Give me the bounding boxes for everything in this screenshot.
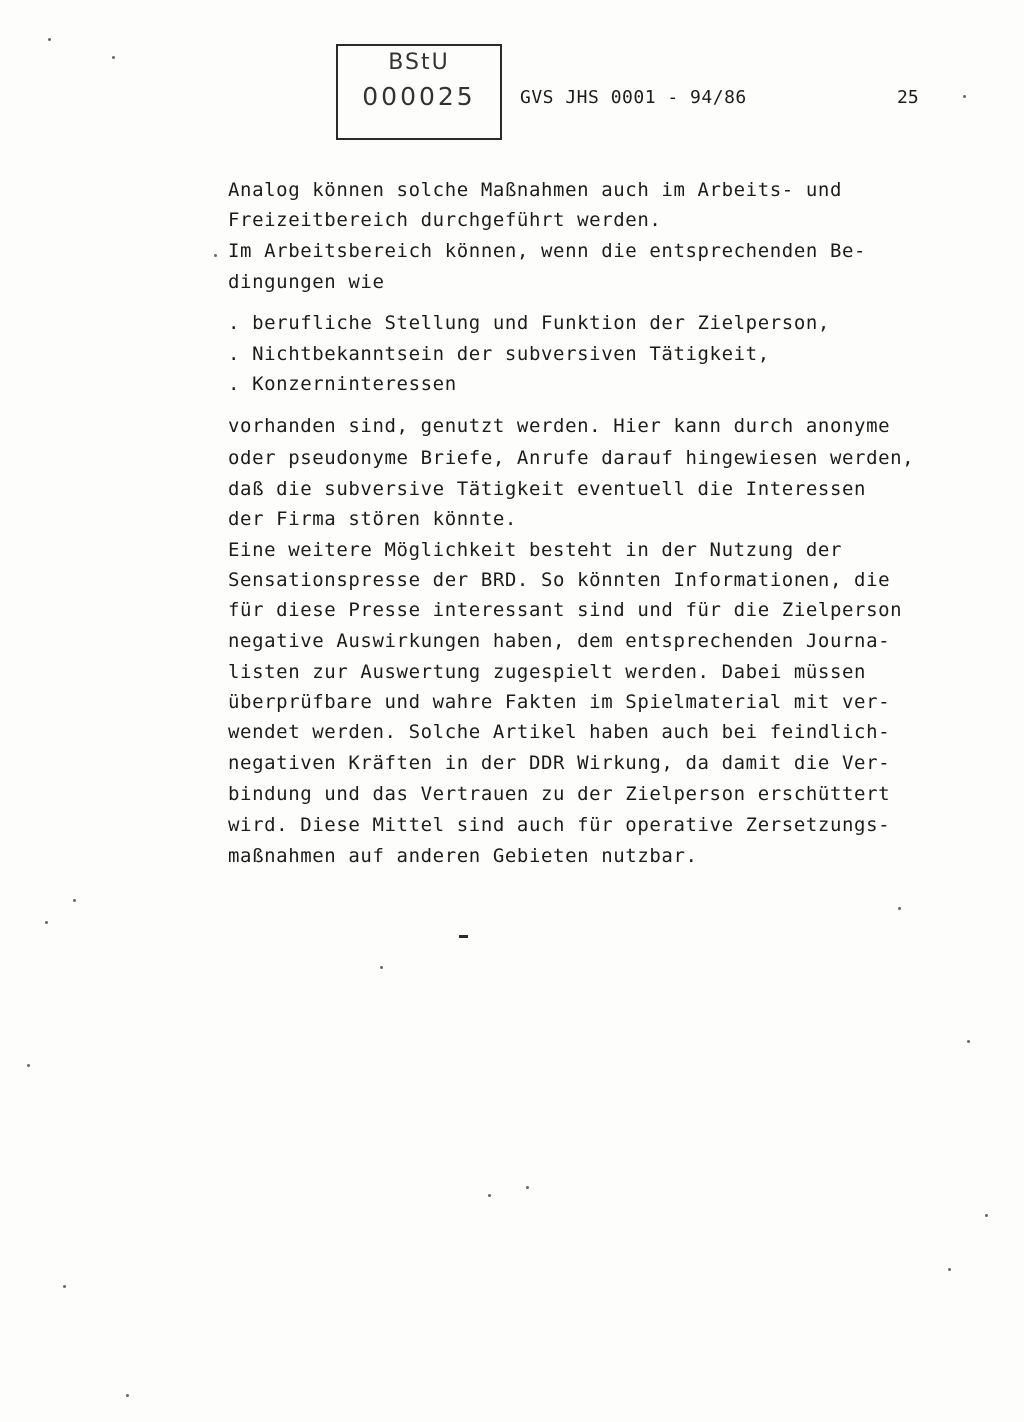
body-line: listen zur Auswertung zugespielt werden. Dabei müssen bbox=[228, 661, 867, 683]
body-line: Sensationspresse der BRD. So könnten Informationen, die bbox=[228, 569, 891, 591]
bullet-item: . berufliche Stellung und Funktion der Zielperson, bbox=[228, 312, 830, 334]
body-line: Eine weitere Möglichkeit besteht in der Nutzung der bbox=[228, 539, 842, 561]
body-line: bindung und das Vertrauen zu der Zielperson erschüttert bbox=[228, 783, 891, 805]
scan-speck bbox=[963, 95, 966, 98]
body-line: für diese Presse interessant sind und für die Zielperson bbox=[228, 599, 903, 621]
scan-speck bbox=[985, 1214, 988, 1217]
scan-speck bbox=[948, 1268, 951, 1271]
body-line: wird. Diese Mittel sind auch für operative Zersetzungs- bbox=[228, 814, 891, 836]
document-reference: GVS JHS 0001 - 94/86 bbox=[520, 87, 747, 108]
body-line: wendet werden. Solche Artikel haben auch bei feindlich- bbox=[228, 721, 891, 743]
page-number: 25 bbox=[897, 87, 919, 108]
scan-speck bbox=[73, 899, 76, 902]
scan-speck bbox=[45, 921, 48, 924]
bullet-item: . Nichtbekanntsein der subversiven Tätigkeit, bbox=[228, 343, 770, 365]
scan-speck bbox=[488, 1194, 491, 1197]
scan-speck bbox=[214, 254, 217, 257]
scan-speck bbox=[63, 1285, 66, 1288]
stamp-org: BStU bbox=[388, 50, 450, 75]
body-line: negative Auswirkungen haben, dem entsprechenden Journa- bbox=[228, 630, 891, 652]
scan-mark bbox=[459, 935, 468, 938]
scan-speck bbox=[898, 907, 901, 910]
scan-speck bbox=[967, 1040, 970, 1043]
body-line: Freizeitbereich durchgeführt werden. bbox=[228, 209, 662, 231]
scan-speck bbox=[380, 966, 383, 969]
scan-speck bbox=[27, 1064, 30, 1067]
bullet-item: . Konzerninteressen bbox=[228, 373, 457, 395]
body-line: überprüfbare und wahre Fakten im Spielmaterial mit ver- bbox=[228, 691, 891, 713]
body-line: negativen Kräften in der DDR Wirkung, da damit die Ver- bbox=[228, 752, 891, 774]
body-line: daß die subversive Tätigkeit eventuell die Interessen bbox=[228, 478, 867, 500]
body-line: Im Arbeitsbereich können, wenn die entsprechenden Be- bbox=[228, 240, 867, 262]
body-line: dingungen wie bbox=[228, 271, 385, 293]
body-line: der Firma stören könnte. bbox=[228, 508, 517, 530]
scan-speck bbox=[112, 56, 115, 59]
scan-speck bbox=[526, 1186, 529, 1189]
scan-speck bbox=[126, 1394, 129, 1397]
archive-stamp bbox=[336, 44, 502, 140]
body-line: oder pseudonyme Briefe, Anrufe darauf hingewiesen werden, bbox=[228, 447, 915, 469]
body-line: Analog können solche Maßnahmen auch im Arbeits- und bbox=[228, 179, 842, 201]
body-line: vorhanden sind, genutzt werden. Hier kann durch anonyme bbox=[228, 415, 891, 437]
body-line: maßnahmen auf anderen Gebieten nutzbar. bbox=[228, 845, 698, 867]
stamp-number: 000025 bbox=[362, 82, 476, 111]
scan-speck bbox=[48, 38, 51, 41]
